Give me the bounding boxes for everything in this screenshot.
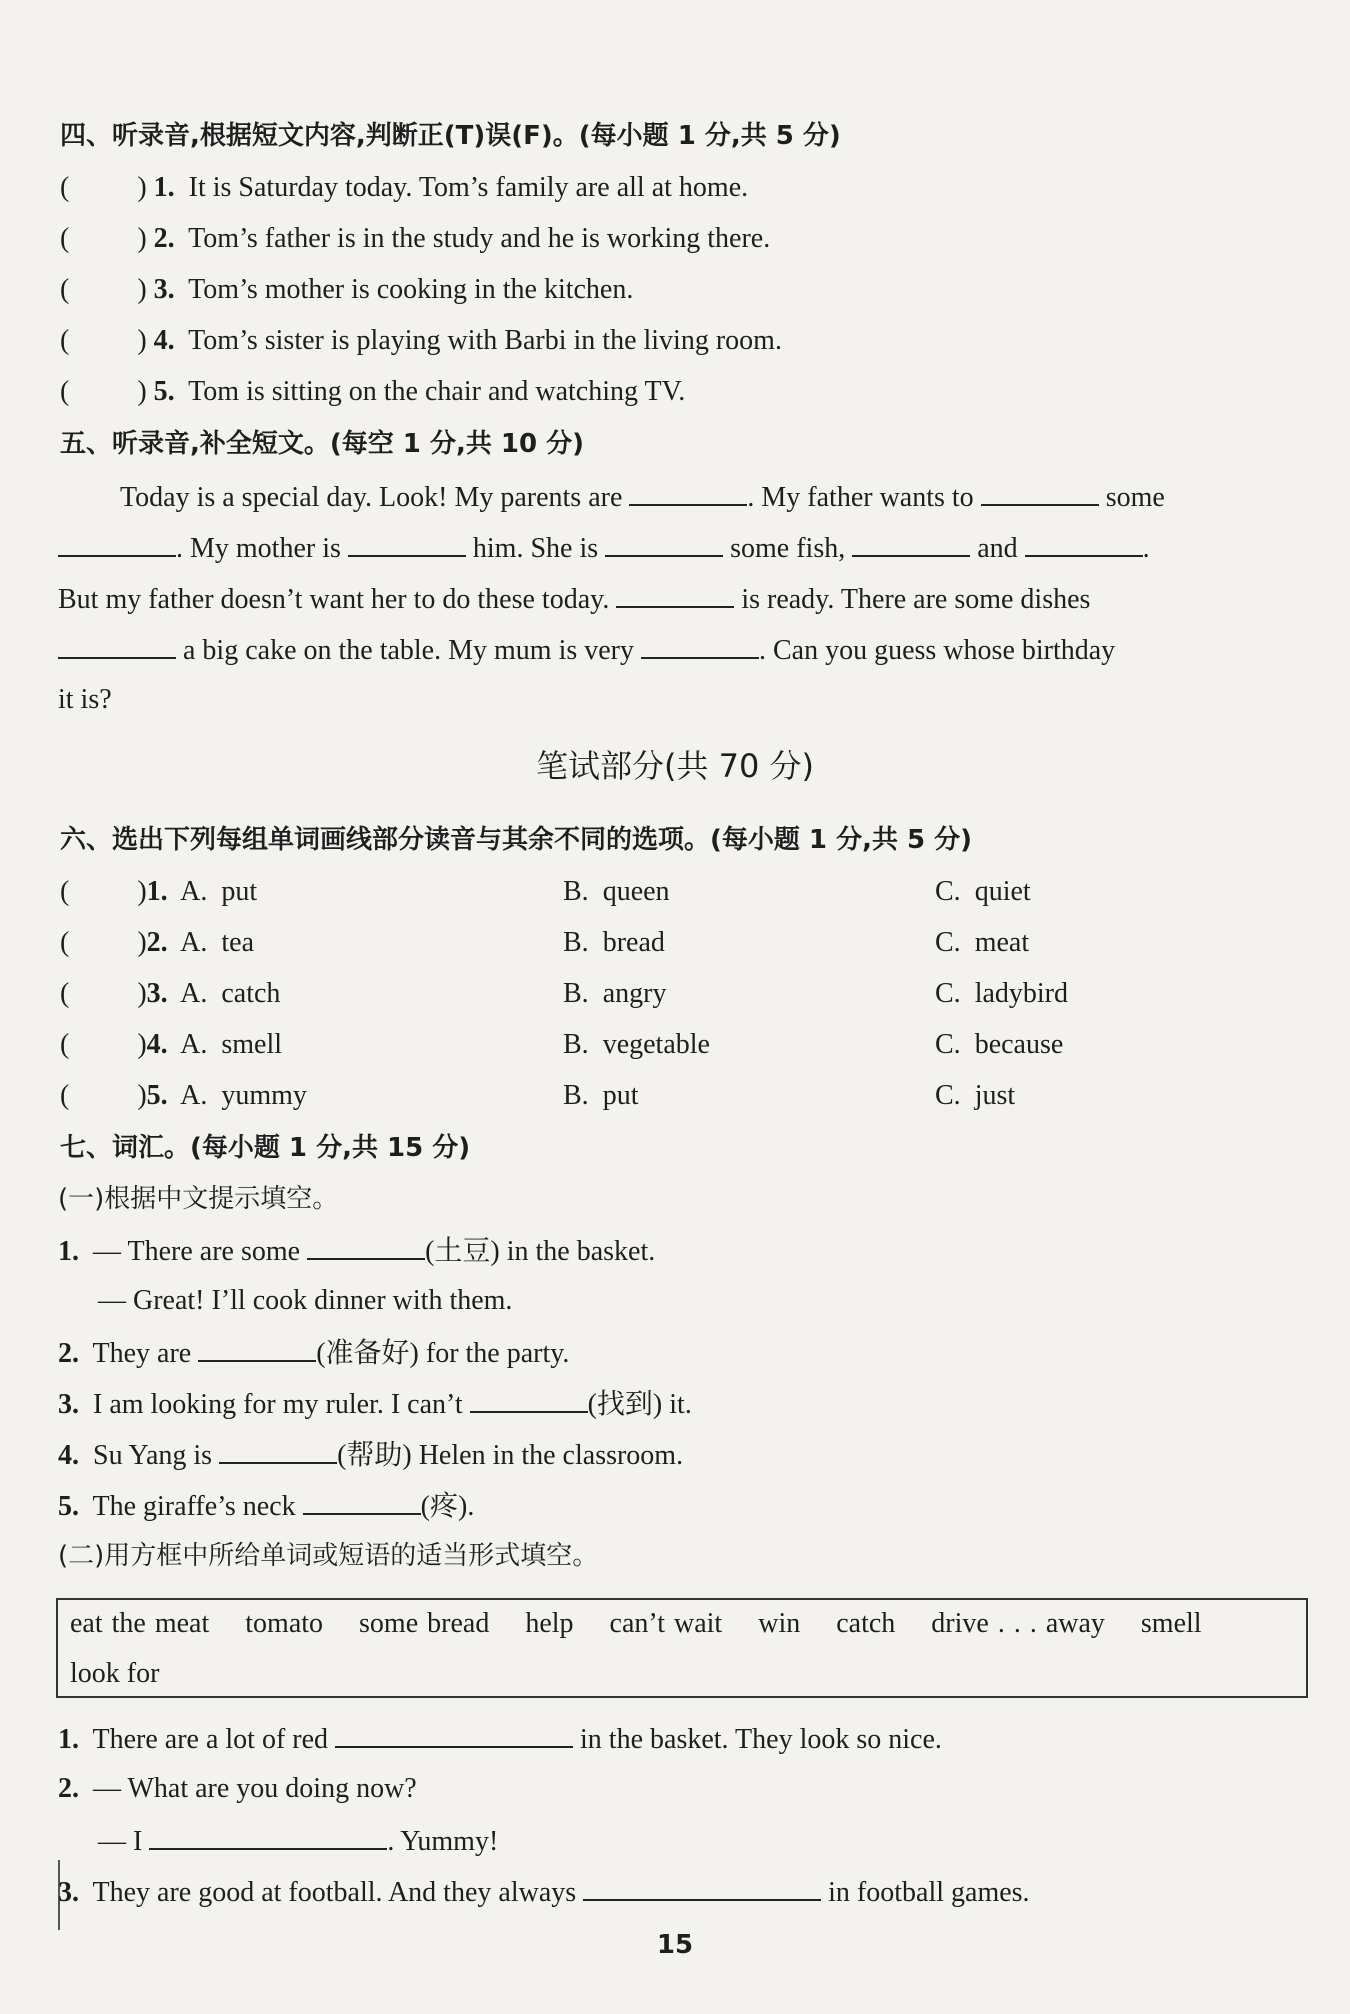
vocab-item-1: 1. — There are some (土豆) in the basket.	[58, 1232, 655, 1270]
answer-blank[interactable]	[149, 1822, 387, 1850]
vocab-item-4: 4. Su Yang is (帮助) Helen in the classroom.	[58, 1436, 683, 1474]
tf-item-1: ( ) 1. It is Saturday today. Tom’s family are all at home.	[60, 172, 749, 203]
part1-heading: (一)根据中文提示填空。	[58, 1184, 339, 1214]
section4-heading: 四、听录音,根据短文内容,判断正(T)误(F)。(每小题 1 分,共 5 分)	[60, 121, 841, 151]
answer-blank[interactable]	[303, 1487, 421, 1515]
answer-blank[interactable]	[58, 529, 176, 557]
passage-line-1: Today is a special day. Look! My parents are . My father wants to some	[120, 478, 1165, 516]
vocab-item-2: 2. They are (准备好) for the party.	[58, 1334, 569, 1372]
answer-blank[interactable]	[629, 478, 747, 506]
answer-blank[interactable]	[348, 529, 466, 557]
answer-blank[interactable]	[852, 529, 970, 557]
vocab-item-5: 5. The giraffe’s neck (疼).	[58, 1487, 474, 1525]
word-bank-line-1: eat the meat tomato some bread help can’t wait win catch drive . . . away smell	[70, 1608, 1202, 1639]
answer-blank[interactable]	[641, 631, 759, 659]
answer-blank[interactable]	[335, 1720, 573, 1748]
word-bank-line-2: look for	[70, 1658, 160, 1689]
fill-item-1: 1. There are a lot of red in the basket. They look so nice.	[58, 1720, 942, 1758]
written-part-title: 笔试部分(共 70 分)	[535, 747, 815, 785]
page-number: 15	[656, 1930, 694, 1960]
fill-item-2-reply: — I . Yummy!	[98, 1822, 498, 1860]
part2-heading: (二)用方框中所给单词或短语的适当形式填空。	[58, 1541, 599, 1571]
fill-item-2: 2. — What are you doing now?	[58, 1773, 417, 1804]
section6-heading: 六、选出下列每组单词画线部分读音与其余不同的选项。(每小题 1 分,共 5 分)	[60, 825, 973, 855]
answer-blank[interactable]	[616, 580, 734, 608]
tf-item-2: ( ) 2. Tom’s father is in the study and he is working there.	[60, 223, 771, 254]
passage-line-5: it is?	[58, 684, 112, 715]
answer-blank[interactable]	[605, 529, 723, 557]
answer-blank[interactable]	[58, 631, 176, 659]
passage-line-2: . My mother is him. She is some fish, and .	[58, 529, 1150, 567]
answer-blank[interactable]	[219, 1436, 337, 1464]
passage-line-4: a big cake on the table. My mum is very . Can you guess whose birthday	[58, 631, 1115, 669]
worksheet-page: 四、听录音,根据短文内容,判断正(T)误(F)。(每小题 1 分,共 5 分) ( ) 1. It is Saturday today. Tom’s family are all at home. ( ) 2. Tom’s father is in the study and he is working there. ( ) 3. Tom’s mother is cooking in the kitchen. ( ) 4. Tom’s sister is playing with Barbi in the living room. ( ) 5. Tom is sitting on the chair and watching TV. 五、听录音,补全短文。(每空 1 分,共 10 分) Today is a special day. Look! My parents are . My father wants to some . My mother is him. She is some fish, and . But my father doesn’t want her to do these today. is ready. There are some dishes a big cake on the table. My mum is very . Can you guess whose birthday it is? 笔试部分(共 70 分) 六、选出下列每组单词画线部分读音与其余不同的选项。(每小题 1 分,共 5 分) ( )1. A. put B. queen C. quiet ( )2. A. tea B. bread C. meat ( )3. A. catch B. angry C. ladybird ( )4. A. smell B. vegetable C. because ( )5. A. yummy B. put C. just 七、词汇。(每小题 1 分,共 15 分) (一)根据中文提示填空。 1. — There are some (土豆) in the basket. — Great! I’ll cook dinner with them. 2. They are (准备好) for the party. 3. I am looking for my ruler. I can’t (找到) it. 4. Su Yang is (帮助) Helen in the classroom. 5. The giraffe’s neck (疼). (二)用方框中所给单词或短语的适当形式填空。 eat the meat tomato some bread help can’t wait win catch drive . . . away smell look for 1. There are a lot of red in the basket. They look so nice. 2. — What are you doing now? — I . Yummy! 3. They are good at football. And they always in football games. 15	[0, 0, 1350, 2014]
answer-blank[interactable]	[307, 1232, 425, 1260]
passage-line-3: But my father doesn’t want her to do these today. is ready. There are some dishes	[58, 580, 1090, 618]
tf-item-5: ( ) 5. Tom is sitting on the chair and watching TV.	[60, 376, 686, 407]
section7-heading: 七、词汇。(每小题 1 分,共 15 分)	[60, 1133, 471, 1163]
vocab-item-1-reply: — Great! I’ll cook dinner with them.	[98, 1285, 513, 1316]
answer-blank[interactable]	[198, 1334, 316, 1362]
answer-blank[interactable]	[981, 478, 1099, 506]
answer-blank[interactable]	[470, 1385, 588, 1413]
vocab-item-3: 3. I am looking for my ruler. I can’t (找到) it.	[58, 1385, 692, 1423]
fill-item-3: 3. They are good at football. And they always in football games.	[58, 1873, 1030, 1911]
answer-blank[interactable]	[583, 1873, 821, 1901]
section5-heading: 五、听录音,补全短文。(每空 1 分,共 10 分)	[60, 429, 584, 459]
tf-item-3: ( ) 3. Tom’s mother is cooking in the kitchen.	[60, 274, 634, 305]
tf-item-4: ( ) 4. Tom’s sister is playing with Barbi in the living room.	[60, 325, 782, 356]
answer-blank[interactable]	[1025, 529, 1143, 557]
